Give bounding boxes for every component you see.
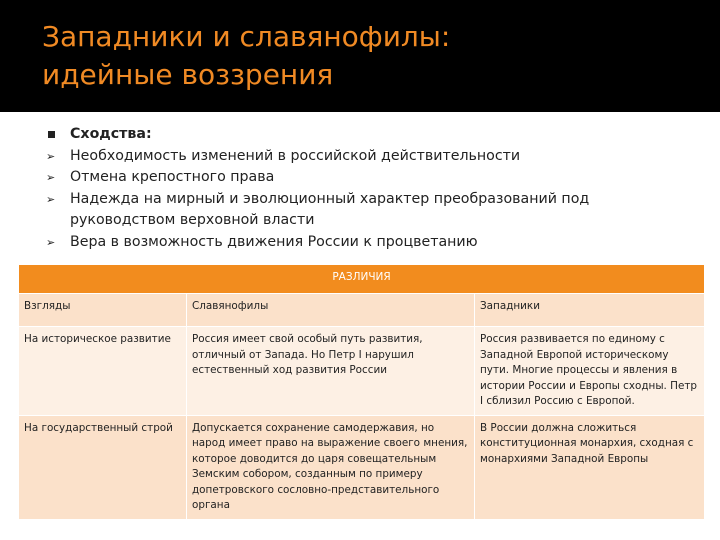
similarities-heading: Сходства: bbox=[70, 126, 152, 142]
similarity-text: Надежда на мирный и эволюционный характер преобразований под руководством верховной власти bbox=[70, 190, 590, 228]
table-header-row bbox=[19, 265, 705, 294]
table-cell: В России должна сложиться конституционная монархия, сходная с монархиями Западной Европы bbox=[475, 415, 705, 519]
list-item bbox=[46, 232, 696, 254]
title-line-1: Западники и славянофилы: bbox=[42, 20, 451, 53]
list-item bbox=[46, 124, 696, 146]
table-cell: На государственный строй bbox=[19, 415, 187, 519]
arrow-bullet-icon: ➢ bbox=[46, 171, 56, 184]
column-header: Взгляды bbox=[19, 294, 187, 327]
table-row bbox=[19, 294, 705, 327]
square-bullet-icon bbox=[48, 131, 55, 138]
list-item bbox=[46, 189, 696, 232]
arrow-bullet-icon: ➢ bbox=[46, 192, 56, 206]
slide-title bbox=[42, 18, 682, 94]
differences-table bbox=[18, 264, 705, 520]
list-item bbox=[46, 167, 696, 189]
title-line-2: идейные воззрения bbox=[42, 58, 334, 91]
column-header: Славянофилы bbox=[187, 294, 475, 327]
table-cell: Допускается сохранение самодержавия, но народ имеет право на выражение своего мнения, которое доводится до царя совещательным Земским собором, созданным по примеру допетровского сословно-представительного органа bbox=[187, 415, 475, 519]
table-cell: Россия развивается по единому с Западной Европой историческому пути. Многие процессы и явления в истории России и Европы сходны. Петр I сблизил Россию с Европой. bbox=[475, 327, 705, 416]
similarity-text: Вера в возможность движения России к процветанию bbox=[70, 233, 478, 250]
table-cell: Россия имеет свой особый путь развития, отличный от Запада. Но Петр I нарушил естественный ход развития России bbox=[187, 327, 475, 416]
list-item bbox=[46, 146, 696, 168]
arrow-bullet-icon: ➢ bbox=[46, 149, 56, 163]
similarity-text: Отмена крепостного права bbox=[70, 169, 275, 185]
similarities-list bbox=[46, 124, 696, 253]
similarity-text: Необходимость изменений в российской действительности bbox=[70, 147, 521, 164]
arrow-bullet-icon: ➢ bbox=[46, 235, 56, 249]
table-row bbox=[19, 415, 705, 519]
column-header: Западники bbox=[475, 294, 705, 327]
table-cell: На историческое развитие bbox=[19, 327, 187, 416]
differences-header: РАЗЛИЧИЯ bbox=[19, 265, 705, 294]
table-row bbox=[19, 327, 705, 416]
